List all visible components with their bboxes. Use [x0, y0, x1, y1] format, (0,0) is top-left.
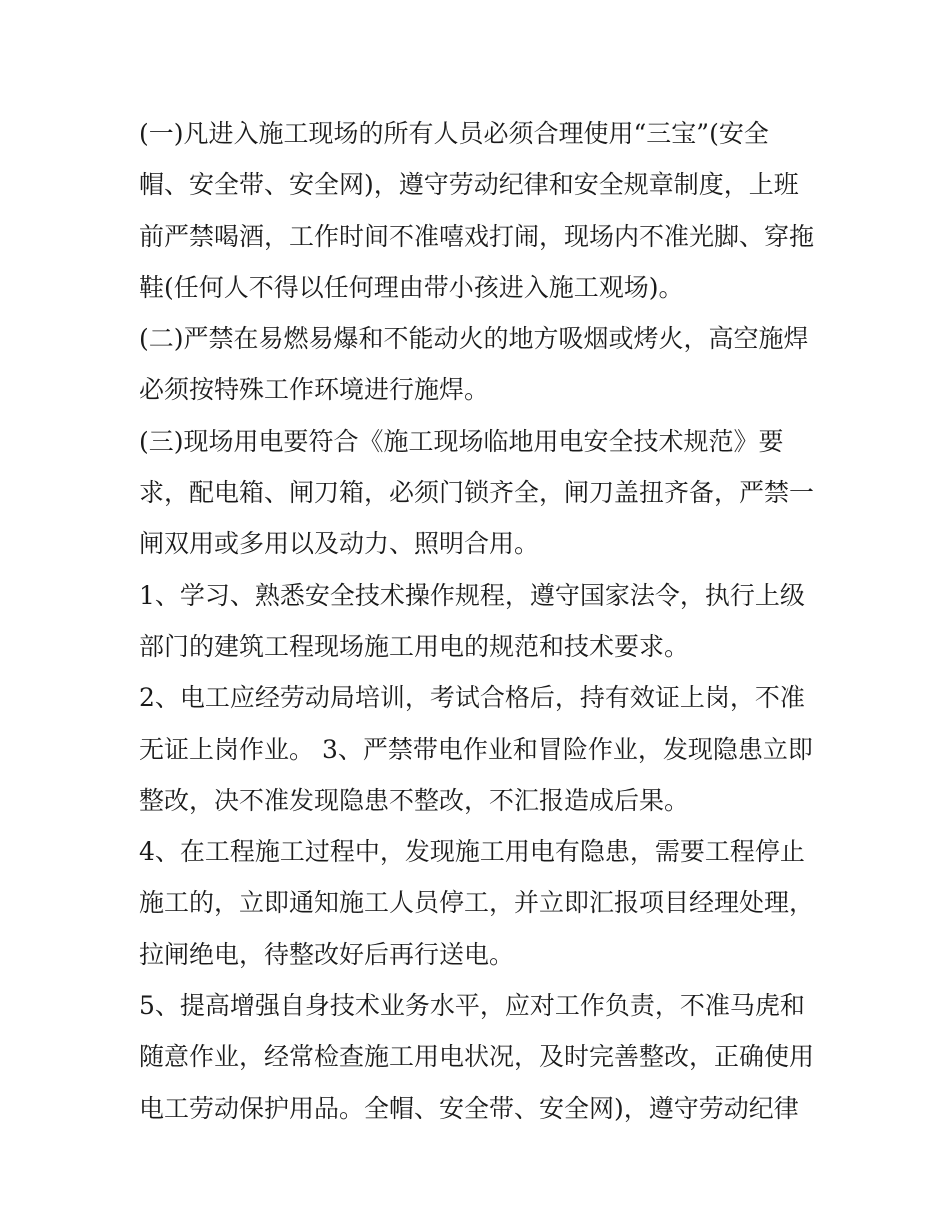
- text-line: 无证上岗作业。 3、严禁带电作业和冒险作业，发现隐患立即: [139, 734, 813, 764]
- text-line: 5、提高增强自身技术业务水平，应对工作负责，不准马虎和: [139, 991, 805, 1021]
- text-line: 闸双用或多用以及动力、照明合用。: [139, 529, 540, 559]
- text-line: 2、电工应经劳动局培训，考试合格后，持有效证上岗，不准: [139, 683, 805, 713]
- text-line: 随意作业，经常检查施工用电状况，及时完善整改，正确使用: [139, 1042, 815, 1072]
- text-line: 整改，决不准发现隐患不整改，不汇报造成后果。: [139, 785, 690, 815]
- text-line: 求，配电箱、闸刀箱，必须门锁齐全，闸刀盖扭齐备，严禁一: [139, 478, 815, 508]
- text-line: (三)现场用电要符合《施工现场临地用电安全技术规范》要: [139, 426, 784, 456]
- text-line: 拉闸绝电，待整改好后再行送电。: [139, 939, 515, 969]
- text-line: 前严禁喝酒，工作时间不准嘻戏打闹，现场内不准光脚、穿拖: [139, 221, 815, 251]
- text-line: 电工劳动保护用品。全帽、安全带、安全网)，遵守劳动纪律: [139, 1093, 799, 1123]
- text-line: 1、学习、熟悉安全技术操作规程，遵守国家法令，执行上级: [139, 580, 805, 610]
- text-line: 部门的建筑工程现场施工用电的规范和技术要求。: [139, 631, 690, 661]
- text-line: 帽、安全带、安全网)，遵守劳动纪律和安全规章制度，上班: [139, 170, 799, 200]
- text-line: 必须按特殊工作环境进行施焊。: [139, 375, 490, 405]
- text-line: 鞋(任何人不得以任何理由带小孩进入施工观场)。: [139, 272, 684, 302]
- text-line: 施工的，立即通知施工人员停工，并立即汇报项目经理处理，: [139, 888, 815, 918]
- text-line: (二)严禁在易燃易爆和不能动火的地方吸烟或烤火，高空施焊: [139, 324, 809, 354]
- text-line: 4、在工程施工过程中，发现施工用电有隐患，需要工程停止: [139, 837, 805, 867]
- document-body: [139, 108, 819, 1134]
- text-line: (一)凡进入施工现场的所有人员必须合理使用“三宝”(安全: [139, 119, 769, 148]
